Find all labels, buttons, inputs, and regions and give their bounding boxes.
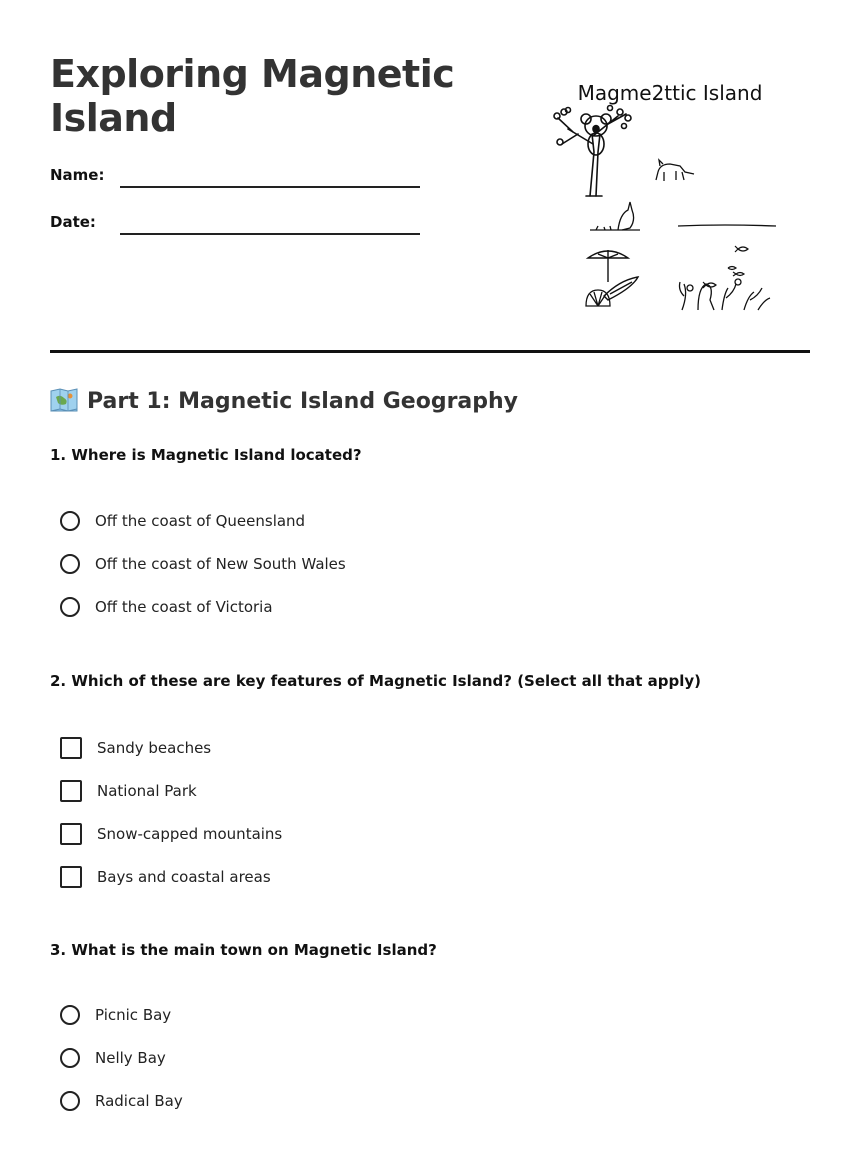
map-icon [50,388,78,414]
section-heading [50,388,518,414]
header-divider [50,350,810,353]
radio-button[interactable] [60,597,80,617]
option-q1-victoria[interactable] [60,597,273,617]
beach-umbrella-icon [588,250,628,282]
checkbox[interactable] [60,823,82,845]
option-label: Picnic Bay [95,1006,172,1024]
option-q1-new-south-wales[interactable] [60,554,346,574]
question-1: 1. Where is Magnetic Island located? [50,446,362,464]
magnetic-island-illustration [548,74,788,319]
checkbox[interactable] [60,780,82,802]
option-q1-queensland[interactable] [60,511,305,531]
option-label: Off the coast of Queensland [95,512,306,530]
option-q3-picnic-bay[interactable] [60,1005,171,1025]
checkbox[interactable] [60,737,82,759]
option-q2-snow-capped-mountains[interactable] [60,823,282,845]
horizon-line [678,225,776,226]
illustration-caption: Magme2ttic Island [577,81,763,105]
option-label: Off the coast of New South Wales [95,555,346,573]
option-label: Sandy beaches [97,739,212,757]
kangaroo-icon [590,202,640,230]
option-q2-bays-coastal-areas[interactable] [60,866,271,888]
koala-tree-icon [554,106,631,197]
radio-button[interactable] [60,554,80,574]
option-label: Bays and coastal areas [97,868,271,886]
option-q3-nelly-bay[interactable] [60,1048,166,1068]
question-3: 3. What is the main town on Magnetic Island? [50,941,437,959]
name-label: Name: [50,166,105,184]
option-label: Radical Bay [95,1092,183,1110]
option-label: Nelly Bay [95,1049,166,1067]
section-title: Part 1: Magnetic Island Geography [87,388,519,414]
option-label: Off the coast of Victoria [95,598,273,616]
radio-button[interactable] [60,1048,80,1068]
checkbox[interactable] [60,866,82,888]
radio-button[interactable] [60,511,80,531]
option-label: National Park [97,782,197,800]
option-label: Snow-capped mountains [97,825,283,843]
radio-button[interactable] [60,1091,80,1111]
radio-button[interactable] [60,1005,80,1025]
coral-reef-icon [680,279,771,310]
date-field[interactable] [120,233,420,235]
option-q3-radical-bay[interactable] [60,1091,183,1111]
option-q2-sandy-beaches[interactable] [60,737,211,759]
date-label: Date: [50,213,96,231]
option-q2-national-park[interactable] [60,780,197,802]
page-title: Exploring Magnetic Island [50,52,455,140]
question-2: 2. Which of these are key features of Magnetic Island? (Select all that apply) [50,672,701,690]
name-field[interactable] [120,186,420,188]
rock-wallaby-icon [656,160,694,181]
